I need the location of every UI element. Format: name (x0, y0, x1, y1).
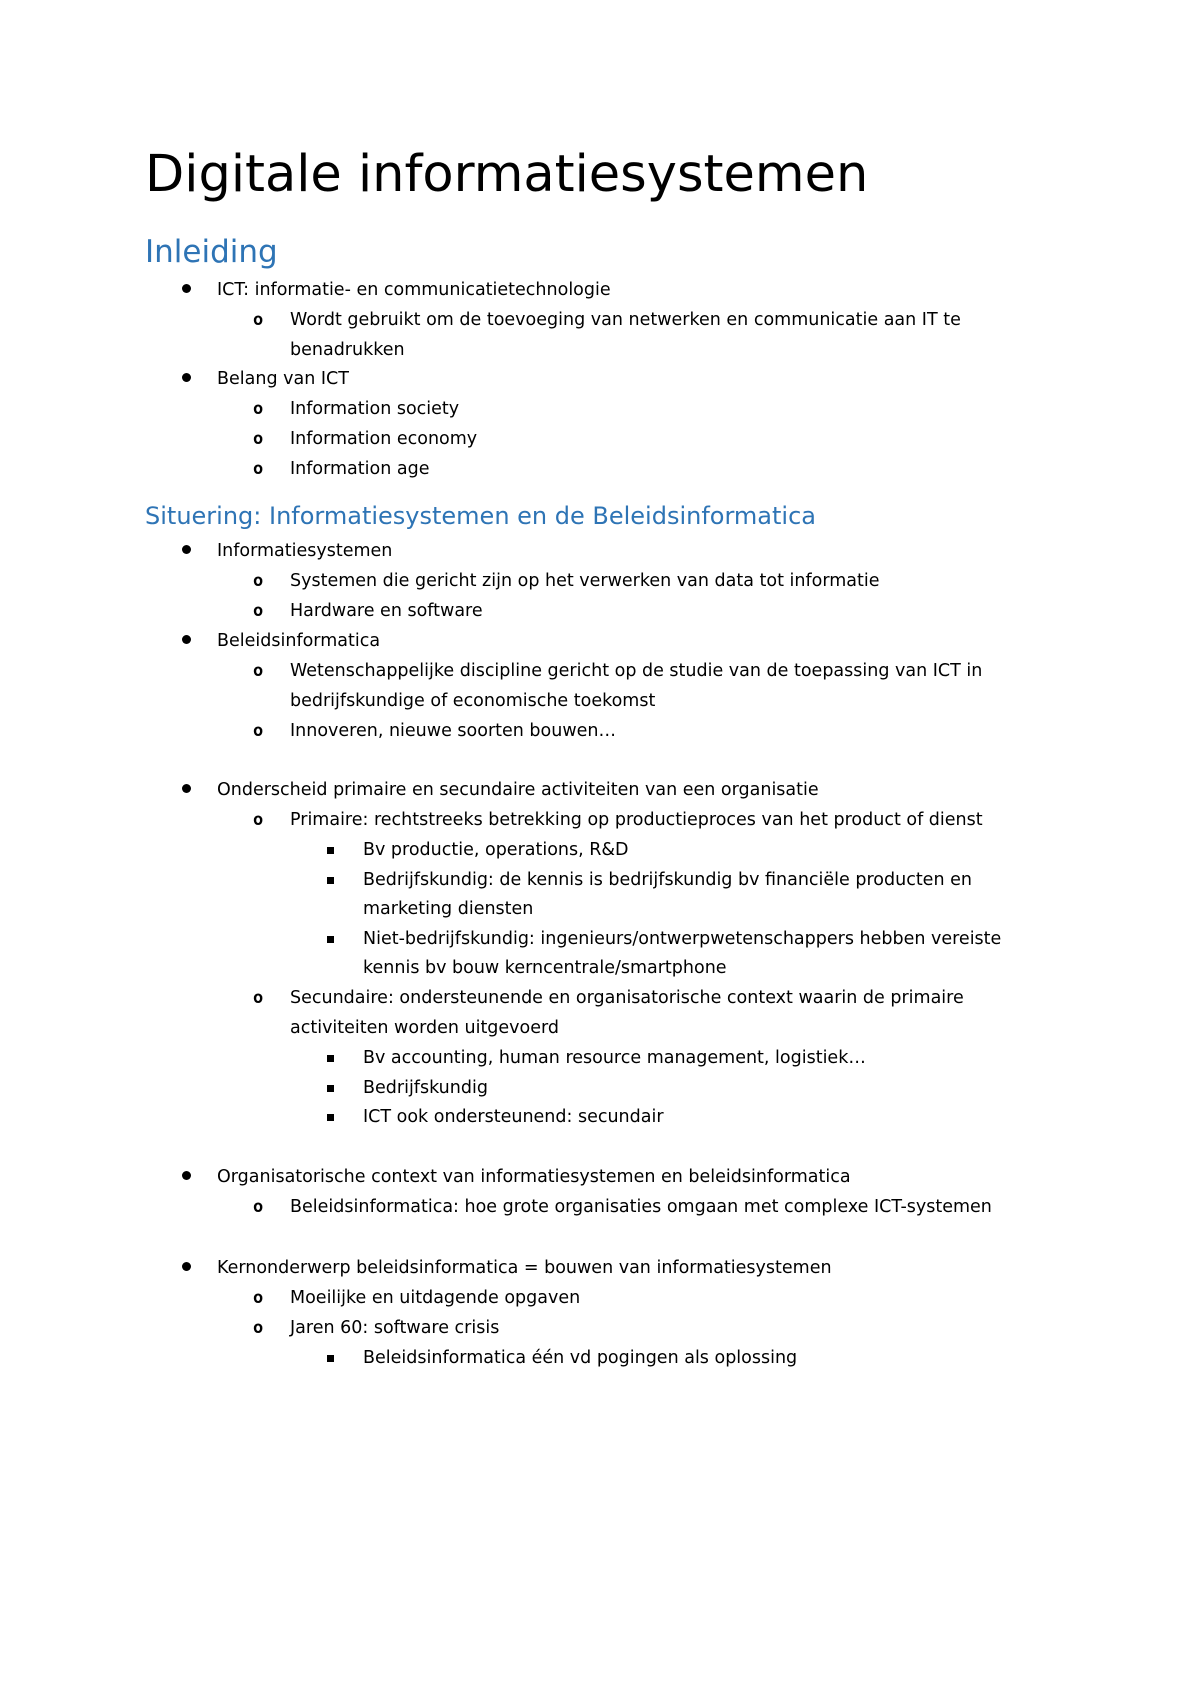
bullet-disc-icon (182, 635, 191, 644)
bullet-disc-icon (182, 545, 191, 554)
list-item: Information age (290, 459, 430, 479)
bullet-disc-icon (182, 1262, 191, 1271)
list-item: Bv productie, operations, R&D (363, 840, 629, 860)
list-item-continuation: benadrukken (290, 340, 405, 360)
bullet-circle-icon: o (253, 661, 264, 681)
bullet-square-icon (327, 1085, 334, 1092)
list-item-continuation: kennis bv bouw kerncentrale/smartphone (363, 958, 727, 978)
bullet-circle-icon: o (253, 399, 264, 419)
list-item: Moeilijke en uitdagende opgaven (290, 1288, 581, 1308)
bullet-square-icon (327, 1055, 334, 1062)
list-item: Bv accounting, human resource management, logistiek… (363, 1048, 866, 1068)
list-item: Beleidsinformatica: hoe grote organisaties omgaan met complexe ICT-systemen (290, 1197, 992, 1217)
list-item: Systemen die gericht zijn op het verwerken van data tot informatie (290, 571, 880, 591)
list-item: Belang van ICT (217, 369, 349, 389)
bullet-square-icon (327, 1114, 334, 1121)
bullet-disc-icon (182, 284, 191, 293)
list-item: ICT: informatie- en communicatietechnologie (217, 280, 611, 300)
bullet-disc-icon (182, 1171, 191, 1180)
list-item: Secundaire: ondersteunende en organisatorische context waarin de primaire (290, 988, 964, 1008)
list-item: Bedrijfskundig: de kennis is bedrijfskundig bv financiële producten en (363, 870, 972, 890)
list-item: Beleidsinformatica één vd pogingen als oplossing (363, 1348, 798, 1368)
list-item: Bedrijfskundig (363, 1078, 488, 1098)
bullet-circle-icon: o (253, 1318, 264, 1338)
bullet-disc-icon (182, 784, 191, 793)
list-item: Information economy (290, 429, 478, 449)
list-item-continuation: bedrijfskundige of economische toekomst (290, 691, 656, 711)
bullet-circle-icon: o (253, 601, 264, 621)
list-item: Onderscheid primaire en secundaire activiteiten van een organisatie (217, 780, 819, 800)
list-item: Wordt gebruikt om de toevoeging van netwerken en communicatie aan IT te (290, 310, 961, 330)
heading-inleiding: Inleiding (145, 234, 278, 270)
list-item: Hardware en software (290, 601, 483, 621)
list-item: Kernonderwerp beleidsinformatica = bouwen van informatiesystemen (217, 1258, 832, 1278)
list-item: Niet-bedrijfskundig: ingenieurs/ontwerpwetenschappers hebben vereiste (363, 929, 1002, 949)
bullet-circle-icon: o (253, 988, 264, 1008)
list-item: Informatiesystemen (217, 541, 393, 561)
bullet-circle-icon: o (253, 810, 264, 830)
list-item: Innoveren, nieuwe soorten bouwen… (290, 721, 617, 741)
list-item: Jaren 60: software crisis (290, 1318, 500, 1338)
heading-situering: Situering: Informatiesystemen en de Beleidsinformatica (145, 502, 816, 530)
list-item: Beleidsinformatica (217, 631, 381, 651)
bullet-circle-icon: o (253, 429, 264, 449)
list-item-continuation: marketing diensten (363, 899, 534, 919)
list-item: ICT ook ondersteunend: secundair (363, 1107, 664, 1127)
bullet-square-icon (327, 877, 334, 884)
bullet-circle-icon: o (253, 571, 264, 591)
bullet-square-icon (327, 847, 334, 854)
bullet-disc-icon (182, 373, 191, 382)
bullet-circle-icon: o (253, 721, 264, 741)
bullet-circle-icon: o (253, 459, 264, 479)
list-item-continuation: activiteiten worden uitgevoerd (290, 1018, 560, 1038)
bullet-square-icon (327, 1355, 334, 1362)
document-title: Digitale informatiesystemen (145, 145, 869, 204)
bullet-circle-icon: o (253, 1288, 264, 1308)
bullet-square-icon (327, 936, 334, 943)
list-item: Wetenschappelijke discipline gericht op de studie van de toepassing van ICT in (290, 661, 983, 681)
bullet-circle-icon: o (253, 1197, 264, 1217)
bullet-circle-icon: o (253, 310, 264, 330)
list-item: Primaire: rechtstreeks betrekking op productieproces van het product of dienst (290, 810, 983, 830)
list-item: Information society (290, 399, 460, 419)
list-item: Organisatorische context van informatiesystemen en beleidsinformatica (217, 1167, 851, 1187)
